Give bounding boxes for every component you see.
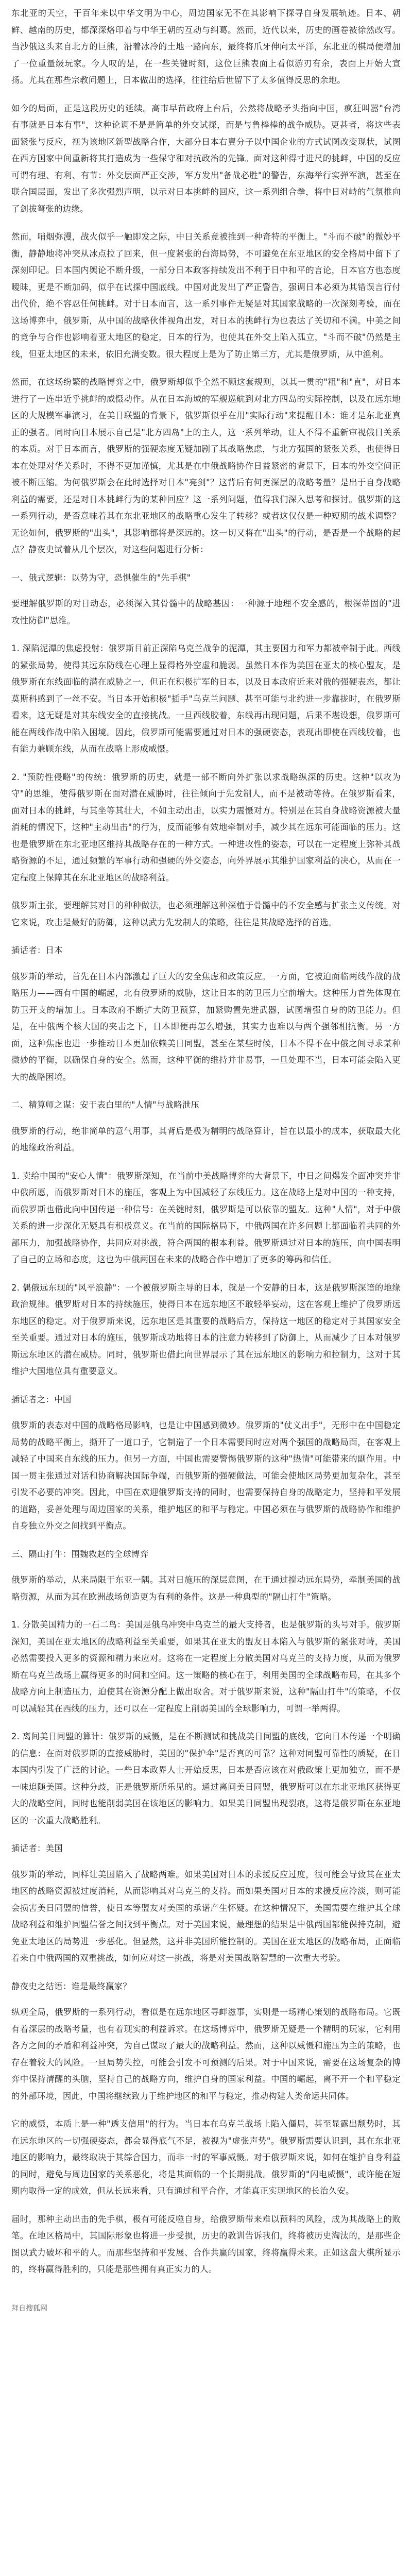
paragraph-current-situation: 如今的局面，正是这段历史的延续。高市早苗政府上台后，公然将战略矛头指向中国，疯狂叫嚣"台湾有事就是日本有事"，这种论调不是是简单的外交试探，而是与鲁棒棒的战争威胁。更甚者，将这些表面紧张与反应，视为该地区新型战略合作，大部分日本右翼分子以中国企业的方式试图改变现状，试图在西方国家中间重新将其打造成为一些保守和对抗政治的先锋。面对这种得寸进尺的挑衅，中国的反应可谓有理、有利、有节：外交层面严正交涉，军方发出"备战必胜"的警告，东海举行实弹军演，甚至在联合国层面，发出了多次强烈声明，以示对日本挑衅的回应，这一系列组合拳，将中日对峙的气氛推向了剑拔弩张的边缘。	[11, 103, 401, 214]
paragraph-section-1-intro: 要理解俄罗斯的对日动态，必须深入其骨髓中的战略基因：一种源于地理不安全感的，根深蒂固的"进攻性防御"思维。	[11, 599, 401, 625]
paragraph-point-2-1: 1. 卖给中国的"安心人情"：俄罗斯深知，在当前中美战略博弈的大背景下，中日之间爆发全面冲突并非中俄所愿，而俄罗斯对日本的施压，客观上为中国减轻了东线压力。这在战略上是对中国的一种支持，而俄罗斯也借此向中国传递一种信号：在关键时刻，俄罗斯是可以依靠的盟友。这种"人情"，对于中俄关系的进一步深化无疑具有积极意义。在当前的国际格局下，中俄两国在许多问题上都面临着共同的外部压力，加强战略协作，共同应对挑战，符合两国的根本利益。俄罗斯通过对日本的施压，向中国表明了自己的立场和态度，这也为中俄两国在未来的战略合作中增加了更多的筹码和信任。	[11, 1171, 401, 1264]
paragraph-conclusion-1: 纵观全局，俄罗斯的一系列行动，看似是在远东地区寻衅滋事，实则是一场精心策划的战略布局。它既有着深层的战略考量，也有着现实的利益诉求。在这场博弈中，俄罗斯无疑是一个精明的玩家，它利用各方之间的矛盾和利益冲突，为自己谋取了最大的战略利益。然而，这种以威慑和施压为主的策略，也存在着较大的风险。一旦局势失控，可能会引发不可预测的后果。对于中国来说，需要在这场复杂的博弈中保持清醒的头脑，坚持自己的战略方向，维护自身的国家利益。中国的崛起，离不开一个和平稳定的外部环境，因此，中国将继续致力于维护地区的和平与稳定，推动构建人类命运共同体。	[11, 2007, 401, 2101]
paragraph-china: 俄罗斯的表态对中国的战略格局影响，也是让中国感到微妙。俄罗斯的"仗义出手"，无形中在中国稳定局势的战略平衡上，撕开了一道口子，它制造了一个日本需要同时应对两个强国的战略局面，在客观上减轻了中国来自东线的压力。但另一方面，中国也需要警惕俄罗斯的这种"热情"可能带来的副作用。中国一贯主张通过对话和协商解决国际争端，而俄罗斯的强硬做法，可能会使地区局势更加复杂化，甚至引发不必要的冲突。因此，中国在欢迎俄罗斯支持的同时，也需要保持自身的战略定力，坚持和平发展的道路，妥善处理与周边国家的关系，维护地区的和平与稳定。中国必须在与俄罗斯的战略协作和维护自身独立外交之间找到平衡点。	[11, 1420, 401, 1531]
source-label: 拜自搜狐网	[11, 2304, 47, 2313]
paragraph-japan: 俄罗斯的举动，首先在日本内部激起了巨大的安全焦虑和政策反应。一方面，它被迫面临两线作战的战略压力——西有中国的崛起，北有俄罗斯的威胁，这让日本的防卫压力空前增大。这种压力首先体现在防卫开支的增加上。日本政府不断扩大防卫预算，加紧购置先进武器，试图增强自身的防卫能力。但是，在中俄两个核大国的夹击之下，日本即便再怎么增强，其实力也难以与两个强邻相抗衡。另一方面，这种焦虑也进一步推动日本更加依赖美日同盟，甚至在某些时候，日本不得不在中俄之间寻求某种微妙的平衡，以确保自身的安全。然而，这种平衡的维持并非易事，一旦处理不当，日本可能会陷入更大的战略困境。	[11, 971, 401, 1082]
section-heading-1: 一、俄式逻辑：以势为守，恐惧催生的"先手棋"	[11, 572, 191, 583]
paragraph-point-1-2: 2. "预防性侵略"的传统：俄罗斯的历史，就是一部不断向外扩张以求战略纵深的历史。这种"以攻为守"的思维，使得俄罗斯在面对潜在威胁时，往往倾向于先发制人，而不是被动等待。在俄罗斯看来，面对日本的挑衅，与其坐等其壮大，不如主动出击，以实力震慑对方。特别是在其自身战略资源被大量消耗的情况下，这种"主动出击"的行为，反而能够有效地牵制对手，减少其在远东可能面临的压力。这也是俄罗斯在东北亚地区维持其战略存在的一种方式。一种进攻性的姿态，可以在一定程度上弥补其战略资源的不足，通过频繁的军事行动和强硬的外交姿态，向外界展示其维护国家利益的决心，从而在一定程度上保障其在东北亚地区的战略利益。	[11, 772, 401, 883]
commentator-label-usa: 插话者：美国	[11, 1843, 63, 1853]
paragraph-section-1-summary: 俄罗斯主张，要理解其对日的种种做法，也必须理解这种深植于骨髓中的不安全感与扩张主义传统。对它来说，攻击是最好的防御，这种以武力先发制人的策略，往往是其战略选择的首选。	[11, 901, 401, 927]
conclusion-heading: 静夜史之结语：谁是最终赢家？	[11, 1981, 131, 1991]
paragraph-point-1-1: 1. 深陷泥潭的焦虑投射：俄罗斯目前正深陷乌克兰战争的泥潭，其主要国力和军力都被牵制于此。西线的紧张局势，使得其远东防线在心理上显得格外空虚和脆弱。虽然日本作为美国在亚太的核心盟友，是俄罗斯在东线面临的潜在威胁之一，但正在积极扩军的日本，以及日本政府近来对俄的强硬表态，都让莫斯科感到了一丝不安。当日本开始积极"插手"乌克兰问题、甚至可能与北约进一步靠拢时，在俄罗斯看来，这无疑是对其东线安全的直接挑战。一旦西线胶着，东线再出现问题，后果不堪设想，俄罗斯可能在两线作战中陷入困境。因此，俄罗斯可能需要通过对日本的强硬姿态，表现出即使在西线胶着，也有能力兼顾东线，从而在战略上形成威慑。	[11, 643, 401, 754]
paragraph-point-3-1: 1. 分散美国精力的一石二鸟：美国是俄乌冲突中乌克兰的最大支持者，也是俄罗斯的头号对手。俄罗斯深知，美国在亚太地区的战略利益至关重要，如果其在亚太的盟友日本陷入与俄罗斯的紧张对峙，美国必然需要投入更多的资源和精力来应对。这将在一定程度上分散美国对乌克兰的支持力度，从而为俄罗斯在乌克兰战场上赢得更多的时间和空间。这一策略的核心在于，利用美国的全球战略布局，在其多个战略方向上制造压力，迫使其在资源分配上做出取舍。对于俄罗斯来说，这种"隔山打牛"的策略，不仅可以减轻其在西线的压力，还可以在一定程度上削弱美国的全球影响力，可谓一举两得。	[11, 1620, 401, 1714]
paragraph-usa: 俄罗斯的举动，同样让美国陷入了战略两难。如果美国对日本的求援反应过度，很可能会导致其在亚太地区的战略资源被过度消耗，从而影响其对乌克兰的支持。而如果美国对日本的求援反应冷淡，则可能会损害美日同盟的信誉，使日本等盟友对美国的承诺产生怀疑。在这种情况下，美国需要在维护其全球战略利益和维护同盟信誉之间找到平衡点。对于美国来说，最理想的结果是中俄两国都能保持克制，避免亚太地区的局势进一步恶化。但显然，这并非美国所能控制的。美国在亚太地区的战略布局，正面临着来自中俄两国的双重挑战，如何应对这一挑战，将是对美国战略智慧的一次重大考验。	[11, 1869, 401, 1963]
paragraph-conclusion-3: 届时，那种主动出击的先手棋，极有可能反噬自身，给俄罗斯带来难以预料的风险，成为其战略上的败笔。在地区格局中，其国际形象也将进一步受损，历史的教训告诉我们，终将被历史淘汰的，是那些企图以武力破坏和平的人。而那些坚持和平发展、合作共赢的国家，终将赢得未来。正如这盘大棋所显示的，终将赢得胜利的，只能是那些拥有真正实力的人。	[11, 2214, 401, 2274]
paragraph-balance: 然而，哨烟弥漫，战火似乎一触即发之际，中日关系竟被推到一种奇特的平衡上。"斗而不破"的微妙平衡，静静地将冲突从冰点拉了回来，但一度紧张的台海局势，不可避免在东亚地区的安全格局中留下了深刻印记。日本国内舆论不断升级，一部分日本政客持续发出不利于日中和平的言论，日本官方也态度暧昧，更是不断加码，似乎在试探中国底线。中国对此发出了严正警告，强调日本必须为其错误言行付出代价，绝不容忍任何挑衅。对于日本而言，这一系列事件无疑是对其国家战略的一次深刻考验，而在这场博弈中，俄罗斯，从中国的战略伙伴视角出发，对日本的挑衅行为也表达了关切和不满。中美之间的竞争与合作也影响着亚太地区的稳定，日本的行为，也使其在外交上陷入孤立，"斗而不破"仍然是主线，但亚太地区的未来，依旧充满变数。很大程度上是为了防止第三方，尤其是俄罗斯，从中渔利。	[11, 232, 401, 359]
paragraph-russia-actions: 然而，在这场纷繁的战略博弈之中，俄罗斯却似乎全然不顾这套规则，以其一贯的"粗"和"直"，对日本进行了一连串近乎挑衅的威慑动作。从在日本海域的军舰巡航到对北方四岛的实际控制，以及在远东地区的大规模军事演习，在美日联盟的背景下，俄罗斯似乎在用"实际行动"来提醒日本：谁才是东北亚真正的强者。同时向日本展示自己是"北方四岛"上的主人，这一系列举动，让人不得不重新审视俄日关系的本质。对于日本而言，俄罗斯的强硬态度无疑加剧了其战略焦虑，与北方强国的紧张关系，也使得日本在处理对华关系时，不得不更加谨慎，尤其是在中俄战略协作日益紧密的背景下，日本的外交空间正被不断压缩。为何俄罗斯会在此时选择对日本"亮剑"？这背后有何更深层的战略考量？是出于自身战略利益的需要，还是对日本挑衅行为的某种回应？这一系列问题，值得我们深入思考和探讨。俄罗斯的这一系列行动，是否意味着其在东北亚地区的战略重心发生了转移？或者这仅仅是一种短期的战术调整？无论如何，俄罗斯的"出头"，其影响都将是深远的。这一切又将在"出头"的行动，是否是一个战略的起点？静夜史试着从几个层次，对这些问题进行分析：	[11, 377, 401, 554]
section-heading-3: 三、隔山打牛：围魏救赵的全球博弈	[11, 1549, 149, 1559]
commentator-label-japan: 插话者：日本	[11, 945, 63, 955]
paragraph-section-2-intro: 俄罗斯的行动，绝非简单的意气用事，其背后是极为精明的战略算计，旨在以最小的成本，获取最大化的地缘政治利益。	[11, 1126, 401, 1153]
paragraph-section-3-intro: 俄罗斯的举动，从来局限于东亚一隅。其对日施压的深层意图，在于通过搅动远东局势，牵制美国的战略资源，从而为其在欧洲战场创造更为有利的条件。这是一种典型的"隔山打牛"策略。	[11, 1575, 401, 1602]
paragraph-point-3-2: 2. 离间美日同盟的算计：俄罗斯的威慑，是在不断测试和挑战美日同盟的底线，它向日本传递一个明确的信息：在面对俄罗斯的直接威胁时，美国的"保护伞"是否真的可靠？这种对同盟可靠性的质疑，在日本国内引发了广泛的讨论。一些日本政界人士开始反思，日本是否应该在对俄政策上更加独立，而不是一味追随美国。这种分歧，正是俄罗斯所乐见的。通过离间美日同盟，俄罗斯可以在东北亚地区获得更大的战略空间，同时也能削弱美国在该地区的影响力。如果美日同盟出现裂痕，这将是俄罗斯在东亚地区的一次重大战略胜利。	[11, 1732, 401, 1825]
section-heading-2: 二、精算师之谋：安于表白里的"人情"与战略泄压	[11, 1100, 200, 1110]
paragraph-intro: 东北亚的天空，干百年来以中华文明为中心，周边国家无不在其影响下探寻自身发展轨迹。日本、朝鲜、越南的历史，都深深烙印着与中华王朝的互动与纠葛。然而，近代以来，历史的画卷被徐然改写。当沙俄这头来自北方的巨熊，沿着冰冷的土地一路向东，最终将爪牙伸向太平洋，东北亚的棋局便增加了一位重量级玩家。今人叹的是，在一些关键时刻，这位巨熊表面上看似游刃有余，表面上开始大宣扬。尤其在那些宗教问题上，日本做出的选择，往往给后世留下了太多值得反思的余地。	[11, 8, 401, 85]
source-footer	[0, 2300, 412, 2326]
paragraph-point-2-2: 2. 偶俄远东现的"风平浪静"：一个被俄罗斯主导的日本，就是一个安静的日本，这是俄罗斯深谙的地缘政治规律。俄罗斯对日本的持续施压，使得日本在远东地区不敢轻举妄动，这在客观上维护了俄罗斯远东地区的稳定。对于俄罗斯来说，远东地区是其重要的战略后方，保持这一地区的稳定对于其国家安全至关重要。通过对日本的施压，俄罗斯成功地将日本的注意力转移到了防御上，从而减少了日本对俄罗斯远东地区的潜在威胁。同时，俄罗斯也借此向世界展示了其在远东地区的影响力和控制力，这对于其维护大国地位具有重要意义。	[11, 1282, 401, 1376]
paragraph-conclusion-2: 它的威慑，本质上是一种"透支信用"的行为。当日本在乌克兰战场上陷入僵局，甚至显露出颓势时，其在远东地区的一切强硬姿态，都会显得底气不足，被视为"虚张声势"。俄罗斯需要认识到，其在东北亚地区的影响力，最终取决于其综合国力，而非一时的军事威慑。对于俄罗斯来说，如何在维护自身利益的同时，避免与周边国家的关系恶化，将是其面临的一个长期挑战。俄罗斯的"闪电威慑"，或许能在短期内取得一定的成效，但从长远来看，只有通过和平合作，才能真正实现地区的长治久安。	[11, 2119, 401, 2196]
commentator-label-china: 插话者之：中国	[11, 1394, 72, 1404]
